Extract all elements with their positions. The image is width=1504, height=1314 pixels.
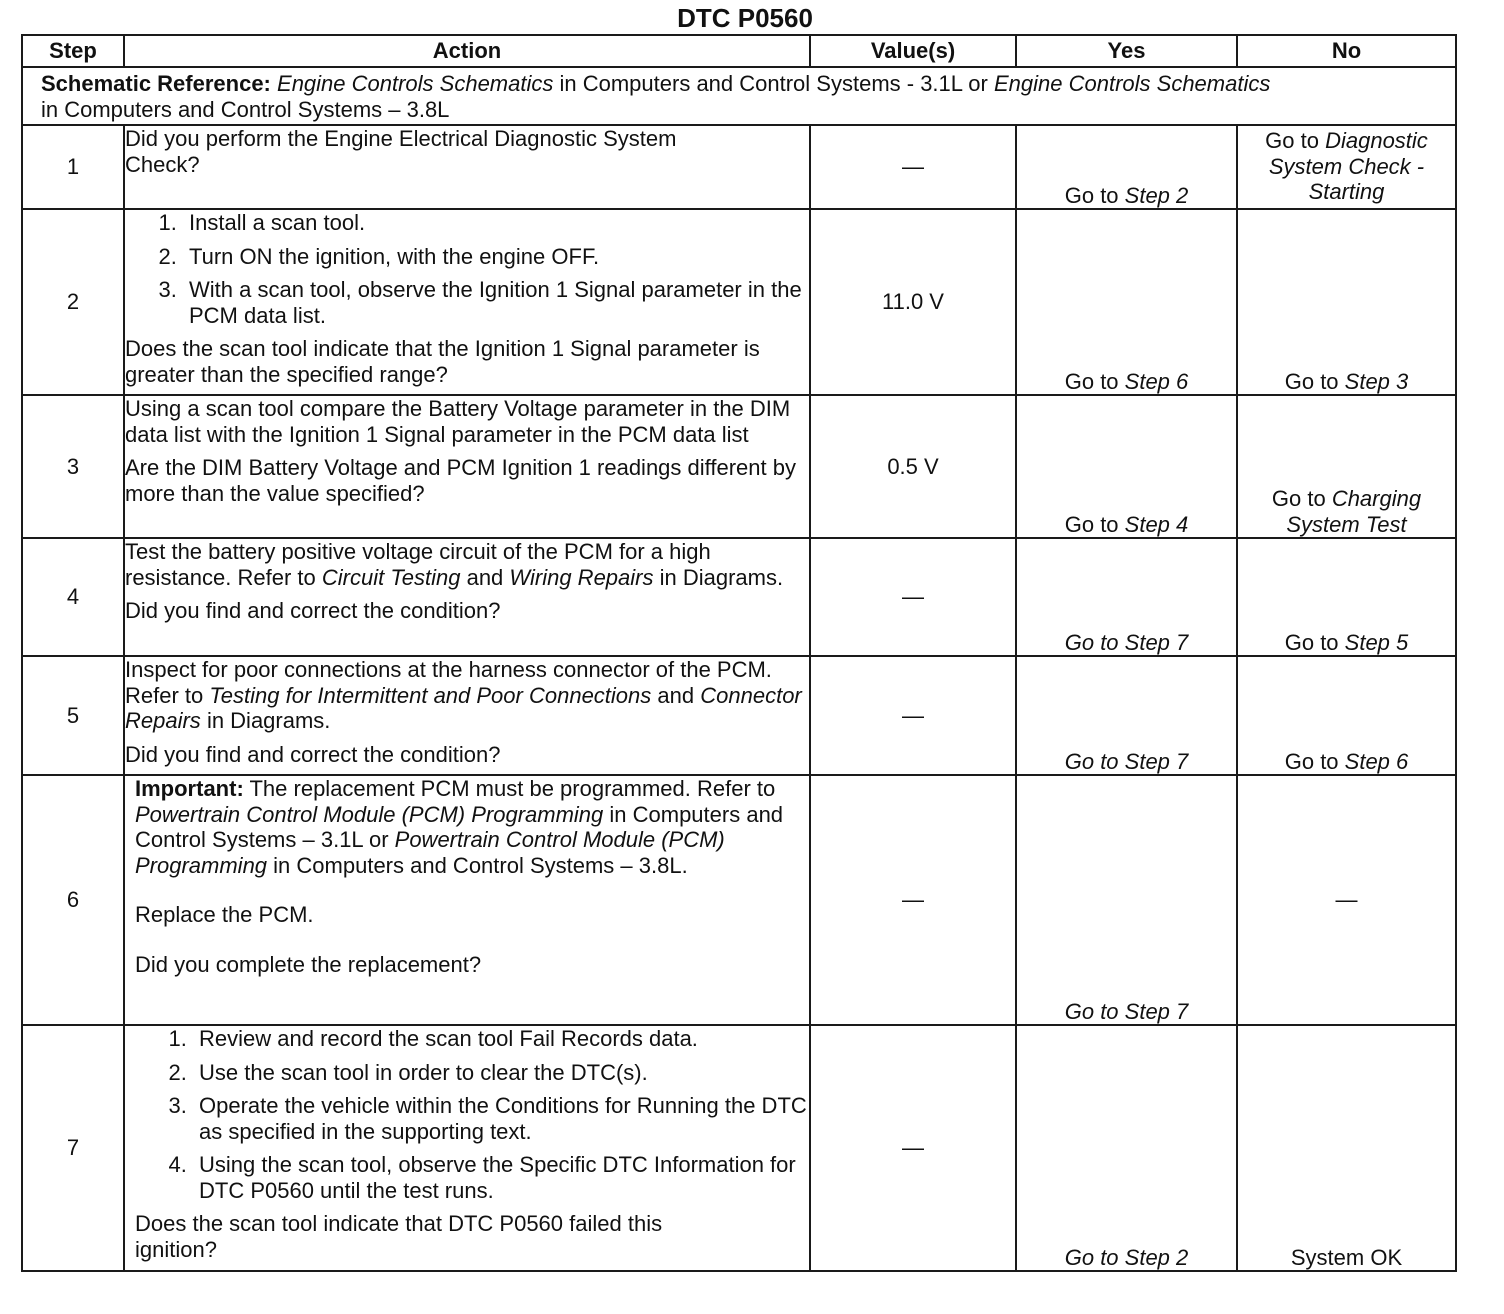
- step-number: 6: [22, 775, 124, 1025]
- value-cell: —: [810, 1025, 1016, 1271]
- yes-cell: [1016, 775, 1237, 1025]
- no-cell: [1237, 209, 1456, 395]
- action-question: Did you find and correct the condition?: [125, 598, 501, 623]
- step-number: 5: [22, 656, 124, 775]
- action-question: Did you complete the replacement?: [135, 951, 482, 977]
- action-text: Did you perform the Engine Electrical Diagnostic System Check?: [125, 126, 677, 177]
- yes-prefix: Go to: [1064, 511, 1125, 537]
- header-no: No: [1237, 35, 1456, 67]
- action-text: Using a scan tool compare the Battery Voltage parameter in the DIM data list with the Ignition 1 Signal parameter in the PCM data list: [125, 396, 791, 447]
- step-number: 4: [22, 538, 124, 656]
- yes-prefix: Go to: [1064, 368, 1125, 394]
- value-cell: —: [810, 538, 1016, 656]
- step-number: 3: [22, 395, 124, 538]
- action-question: Did you find and correct the condition?: [125, 741, 501, 767]
- yes-cell: [1016, 538, 1237, 656]
- no-link[interactable]: Charging System Test: [1286, 486, 1422, 537]
- action-cell: [124, 395, 810, 538]
- table-row: [22, 1025, 1456, 1271]
- action-cell: [124, 538, 810, 656]
- yes-prefix: Go to: [1064, 182, 1125, 208]
- schematic-label: Schematic Reference:: [41, 71, 271, 96]
- action-text-part: and: [466, 564, 504, 590]
- schematic-tail-text: in Computers and Control Systems – 3.8L: [41, 96, 450, 122]
- spacer: [135, 928, 809, 952]
- schematic-mid-text: in Computers and Control Systems - 3.1L or: [559, 71, 988, 96]
- list-item: 3. Operate the vehicle within the Conditions for Running the DTC as specified in the supporting text.: [193, 1093, 809, 1144]
- header-row: [22, 35, 1456, 67]
- header-yes: Yes: [1016, 35, 1237, 67]
- important-label: Important:: [135, 776, 244, 801]
- action-question: Does the scan tool indicate that DTC P0560 failed this ignition?: [135, 1211, 663, 1262]
- list-item: 2. Use the scan tool in order to clear the DTC(s).: [193, 1060, 809, 1086]
- action-list: [125, 210, 809, 328]
- action-link[interactable]: Powertrain Control Module (PCM) Programming: [135, 801, 604, 827]
- header-values: Value(s): [810, 35, 1016, 67]
- yes-link[interactable]: Go to Step 7: [1064, 998, 1189, 1024]
- action-text: [125, 539, 809, 590]
- table-row: [22, 125, 1456, 209]
- value-cell: 0.5 V: [810, 395, 1016, 538]
- table-row: [22, 538, 1456, 656]
- list-item: 1. Review and record the scan tool Fail Records data.: [193, 1026, 809, 1052]
- action-link[interactable]: Circuit Testing: [321, 564, 461, 590]
- action-cell: [124, 656, 810, 775]
- no-link[interactable]: Diagnostic System Check - Starting: [1268, 128, 1428, 204]
- value-cell: —: [810, 656, 1016, 775]
- list-item: 1. Install a scan tool.: [183, 210, 809, 236]
- yes-cell: [1016, 656, 1237, 775]
- action-question: Does the scan tool indicate that the Ignition 1 Signal parameter is greater than the specified range?: [125, 336, 760, 387]
- schematic-link-2[interactable]: Engine Controls Schematics: [994, 71, 1271, 96]
- diagnostic-table: [21, 34, 1457, 1272]
- yes-link[interactable]: Step 2: [1124, 182, 1189, 208]
- no-cell: —: [1237, 775, 1456, 1025]
- yes-link[interactable]: Go to Step 2: [1064, 1244, 1189, 1270]
- yes-cell: [1016, 125, 1237, 209]
- spacer: [135, 878, 809, 902]
- action-text-part: Test the battery positive voltage circuit of the PCM for a high resistance. Refer to: [125, 539, 711, 590]
- action-link[interactable]: Connector Repairs: [125, 682, 802, 733]
- no-prefix: Go to: [1271, 486, 1332, 511]
- no-cell: [1237, 538, 1456, 656]
- action-text-part: in Diagrams.: [206, 708, 331, 733]
- no-cell: [1237, 395, 1456, 538]
- table-row: [22, 656, 1456, 775]
- important-note: [135, 776, 809, 878]
- page-title: DTC P0560: [677, 3, 813, 33]
- action-link[interactable]: Powertrain Control Module (PCM) Programming: [135, 827, 725, 878]
- action-text: [125, 657, 809, 734]
- list-item: 2. Turn ON the ignition, with the engine OFF.: [183, 244, 809, 270]
- action-link[interactable]: Wiring Repairs: [509, 564, 654, 590]
- no-prefix: Go to: [1284, 368, 1345, 394]
- schematic-link-1[interactable]: Engine Controls Schematics: [277, 71, 554, 96]
- action-question: Are the DIM Battery Voltage and PCM Ignition 1 readings different by more than the value specified?: [125, 455, 796, 506]
- action-cell: [124, 775, 810, 1025]
- yes-link[interactable]: Go to Step 7: [1064, 748, 1189, 774]
- action-text-part: The replacement PCM must be programmed. Refer to: [249, 776, 776, 801]
- yes-link[interactable]: Go to Step 7: [1064, 629, 1189, 655]
- no-cell: [1237, 125, 1456, 209]
- action-text-part: in Computers and Control Systems – 3.1L or: [135, 801, 784, 852]
- action-text-part: in Diagrams.: [659, 564, 784, 590]
- action-link[interactable]: Testing for Intermittent and Poor Connections: [209, 682, 652, 708]
- no-link[interactable]: Step 6: [1344, 748, 1409, 774]
- action-cell: [124, 125, 810, 209]
- no-cell: [1237, 656, 1456, 775]
- schematic-reference-row: [22, 67, 1456, 125]
- yes-link[interactable]: Step 6: [1124, 368, 1189, 394]
- no-link[interactable]: Step 5: [1344, 629, 1409, 655]
- action-list: [135, 1026, 809, 1203]
- table-row: [22, 775, 1456, 1025]
- header-action: Action: [124, 35, 810, 67]
- value-cell: —: [810, 775, 1016, 1025]
- yes-link[interactable]: Step 4: [1124, 511, 1189, 537]
- header-step: Step: [22, 35, 124, 67]
- value-cell: —: [810, 125, 1016, 209]
- no-prefix: Go to: [1284, 748, 1345, 774]
- yes-cell: [1016, 1025, 1237, 1271]
- step-number: 1: [22, 125, 124, 209]
- list-item: 3. With a scan tool, observe the Ignition 1 Signal parameter in the PCM data list.: [183, 277, 809, 328]
- schematic-reference: [22, 67, 1456, 125]
- yes-cell: [1016, 395, 1237, 538]
- action-text-part: in Computers and Control Systems – 3.8L.: [273, 852, 688, 878]
- table-row: [22, 395, 1456, 538]
- action-instruction: Replace the PCM.: [135, 902, 314, 927]
- step-number: 7: [22, 1025, 124, 1271]
- action-text-part: Inspect for poor connections at the harness connector of the PCM. Refer to: [125, 657, 772, 708]
- no-link[interactable]: Step 3: [1344, 368, 1409, 394]
- action-cell: [124, 1025, 810, 1271]
- action-text-part: and: [657, 682, 695, 708]
- no-cell: System OK: [1237, 1025, 1456, 1271]
- list-item: 4. Using the scan tool, observe the Specific DTC Information for DTC P0560 until the test runs.: [193, 1152, 809, 1203]
- step-number: 2: [22, 209, 124, 395]
- no-prefix: Go to: [1265, 128, 1326, 153]
- yes-cell: [1016, 209, 1237, 395]
- action-cell: [124, 209, 810, 395]
- table-row: [22, 209, 1456, 395]
- no-prefix: Go to: [1284, 629, 1345, 655]
- value-cell: 11.0 V: [810, 209, 1016, 395]
